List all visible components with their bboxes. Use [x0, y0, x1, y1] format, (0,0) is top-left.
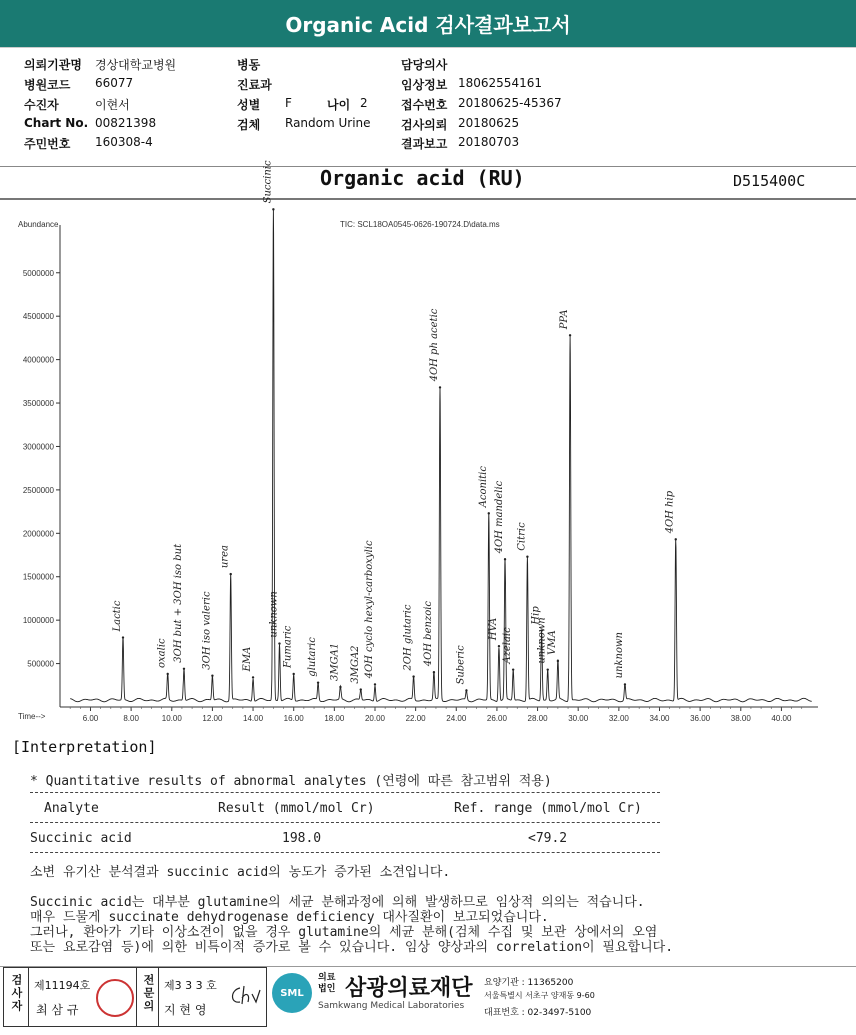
sex-label: 성별: [237, 98, 261, 112]
peak-point: [317, 681, 319, 683]
peak-label: EMA: [242, 646, 254, 672]
chart-no-label: Chart No.: [24, 116, 89, 130]
peak-point: [526, 556, 528, 558]
peak-point: [624, 683, 626, 685]
peak-point: [498, 645, 500, 647]
peak-point: [278, 642, 280, 644]
specialist-name: 지 현 영: [164, 1003, 207, 1017]
peak-label: 4OH cyclo hexyl-carboxylic: [363, 540, 375, 679]
peak-label: 4OH hip: [664, 490, 676, 534]
x-tick-label: 34.00: [649, 714, 670, 723]
x-tick-label: 36.00: [690, 714, 711, 723]
peak-point: [252, 676, 254, 678]
x-tick-label: 20.00: [364, 714, 386, 723]
x-tick-label: 40.00: [771, 714, 792, 723]
peak-label: 4OH benzoic: [422, 600, 434, 667]
peak-label: Succinic: [262, 160, 274, 204]
table-rule-mid: [30, 822, 660, 823]
comment-line-1: Succinic acid는 대부분 glutamine의 세균 분해과정에 의해 발생하므로 임상적 의의는 적습니다.: [30, 895, 645, 910]
peak-point: [360, 688, 362, 690]
peak-label: unknown: [536, 617, 548, 664]
row-ref: <79.2: [528, 831, 568, 846]
peak-point: [374, 683, 376, 685]
peak-label: oxalic: [156, 638, 168, 668]
peak-point: [504, 558, 506, 560]
y-tick-label: 4500000: [22, 312, 54, 322]
peak-label: 2OH glutaric: [402, 604, 414, 671]
patient-name-label: 수진자: [24, 98, 59, 112]
peak-label: 4OH mandelic: [494, 480, 506, 554]
table-rule-top: [30, 792, 660, 793]
report-code: D515400C: [733, 172, 806, 190]
peak-point: [569, 334, 571, 336]
signature-icon: [226, 982, 262, 1010]
peak-label: 3OH iso valeric: [201, 591, 213, 670]
y-tick-label: 5000000: [22, 268, 54, 278]
y-tick-label: 500000: [27, 659, 54, 669]
specialist-number: 제3 3 3 호: [164, 979, 217, 992]
request-date-label: 검사의뢰: [401, 118, 448, 132]
sex-value: F: [285, 96, 292, 110]
peak-point: [183, 668, 185, 670]
peak-point: [230, 573, 232, 575]
peak-point: [272, 208, 274, 210]
x-tick-label: 24.00: [446, 714, 467, 723]
summary-text: 소변 유기산 분석결과 succinic acid의 농도가 증가된 소견입니다.: [30, 865, 451, 880]
sml-logo-icon: SML: [272, 973, 312, 1013]
x-tick-label: 10.00: [161, 714, 182, 723]
quant-title: * Quantitative results of abnormal analytes (연령에 따른 참고범위 적용): [30, 774, 552, 789]
specimen-label: 검체: [237, 118, 261, 132]
y-axis-label: Abundance: [18, 220, 59, 229]
x-tick-label: 14.00: [243, 714, 264, 723]
report-heading: Organic Acid 검사결과보고서: [285, 13, 571, 37]
phone: 대표번호 : 02-3497-5100: [484, 1008, 592, 1018]
report-date-label: 결과보고: [401, 137, 448, 151]
peak-label: Citric: [516, 522, 528, 551]
peak-point: [292, 673, 294, 675]
y-tick-label: 2000000: [22, 529, 54, 539]
comment-line-3: 그러나, 환아가 기타 이상소견이 없을 경우 glutamine의 세균 분해(검체 수집 및 보관 상에서의 오염: [30, 925, 658, 940]
org-name: 삼광의료재단: [345, 976, 473, 1001]
peak-point: [465, 689, 467, 691]
peak-label: Fumaric: [282, 625, 294, 668]
y-tick-label: 1500000: [22, 572, 54, 582]
x-tick-label: 6.00: [82, 714, 99, 723]
divider: [0, 198, 856, 200]
peak-point: [675, 538, 677, 540]
peak-point: [211, 675, 213, 677]
col-ref: Ref. range (mmol/mol Cr): [454, 801, 642, 816]
hospital-code-value: 66077: [95, 76, 134, 90]
examiner-number: 제11194호: [34, 979, 91, 992]
row-analyte: Succinic acid: [30, 831, 132, 846]
specialist-label: 전문의: [142, 974, 155, 1013]
clinical-info-value: 18062554161: [458, 76, 542, 90]
department-label: 진료과: [237, 78, 272, 92]
peak-label: HVA: [487, 617, 499, 641]
table-rule-bottom: [30, 852, 660, 853]
hospital-label: 의뢰기관명: [24, 58, 82, 72]
peak-point: [167, 673, 169, 675]
peak-label: Aconitic: [477, 466, 489, 508]
x-tick-label: 18.00: [324, 714, 345, 723]
peak-label: 3OH but + 3OH iso but: [172, 543, 184, 663]
chart-no-value: 00821398: [95, 116, 157, 130]
examiner-label: 검사자: [10, 974, 23, 1013]
peak-label: unknown: [268, 591, 280, 638]
peak-label: Hip: [530, 606, 542, 625]
y-tick-label: 3000000: [22, 442, 54, 452]
age-label: 나이: [327, 98, 351, 112]
hospital-code-label: 병원코드: [24, 78, 71, 92]
peak-label: 3MGA2: [349, 645, 361, 684]
peak-point: [547, 668, 549, 670]
report-date-value: 20180703: [458, 135, 520, 149]
institution-code: 요양기관 : 11365200: [484, 978, 574, 988]
peak-label: Suberic: [455, 645, 467, 685]
peak-point: [439, 386, 441, 388]
peak-label: 3MGA1: [329, 642, 341, 682]
peak-point: [339, 686, 341, 688]
comment-line-2: 매우 드물게 succinate dehydrogenase deficiency 대사질환이 보고되었습니다.: [30, 910, 549, 925]
peak-label: Azelaic: [502, 627, 514, 664]
specimen-value: Random Urine: [285, 116, 371, 130]
peak-point: [557, 660, 559, 662]
peak-point: [122, 636, 124, 638]
patient-name-value: 이현서: [95, 98, 130, 112]
col-result: Result (mmol/mol Cr): [218, 801, 375, 816]
resident-no-label: 주민번호: [24, 137, 71, 151]
peak-label: unknown: [613, 632, 625, 679]
x-tick-label: 32.00: [608, 714, 629, 723]
x-tick-label: 30.00: [568, 714, 589, 723]
report-title-bar: [0, 0, 856, 47]
x-tick-label: 38.00: [730, 714, 751, 723]
peak-label: glutaric: [307, 637, 319, 677]
x-tick-label: 16.00: [283, 714, 304, 723]
peak-point: [512, 668, 514, 670]
y-tick-label: 2500000: [22, 485, 54, 495]
clinical-info-label: 임상정보: [401, 78, 448, 92]
signature-box: [3, 967, 267, 1027]
row-result: 198.0: [282, 831, 322, 846]
interpretation-heading: [Interpretation]: [12, 738, 157, 756]
ward-label: 병동: [237, 58, 261, 72]
comment-line-4: 또는 요로감염 등)에 의한 비특이적 증가로 볼 수 있습니다. 임상 양상과의 correlation이 필요합니다.: [30, 940, 674, 955]
x-axis-label: Time-->: [18, 712, 46, 721]
request-date-value: 20180625: [458, 116, 520, 130]
hospital-value: 경상대학교병원: [95, 58, 177, 72]
receipt-no-label: 접수번호: [401, 98, 448, 112]
y-tick-label: 4000000: [22, 355, 54, 365]
receipt-no-value: 20180625-45367: [458, 96, 562, 110]
peak-label: VMA: [546, 630, 558, 655]
x-tick-label: 28.00: [527, 714, 548, 723]
peak-label: Lactic: [111, 600, 123, 632]
x-tick-label: 12.00: [202, 714, 223, 723]
peak-label: PPA: [559, 309, 571, 330]
peak-point: [433, 671, 435, 673]
x-tick-label: 22.00: [405, 714, 426, 723]
age-value: 2: [360, 96, 368, 110]
org-english: Samkwang Medical Laboratories: [318, 1001, 465, 1011]
resident-no-value: 160308-4: [95, 135, 153, 149]
x-tick-label: 26.00: [486, 714, 507, 723]
org-prefix: 의료법인: [318, 973, 336, 994]
address: 서울특별시 서초구 양재동 9-60: [484, 991, 595, 1000]
col-analyte: Analyte: [44, 801, 99, 816]
peak-point: [488, 512, 490, 514]
patient-info-panel: [0, 47, 856, 167]
peak-label: 4OH ph acetic: [429, 308, 441, 382]
y-tick-label: 1000000: [22, 616, 54, 626]
footer: [0, 966, 856, 1035]
peak-label: urea: [219, 545, 231, 569]
y-tick-label: 3500000: [22, 399, 54, 409]
examiner-seal-icon: [96, 979, 134, 1017]
chromatogram-title: Organic acid (RU): [320, 166, 525, 190]
chart-title: TIC: SCL18OA0545-0626-190724.D\data.ms: [340, 220, 500, 229]
x-tick-label: 8.00: [123, 714, 139, 723]
doctor-label: 담당의사: [401, 58, 448, 72]
examiner-name: 최 삼 규: [36, 1003, 79, 1017]
peak-point: [412, 675, 414, 677]
